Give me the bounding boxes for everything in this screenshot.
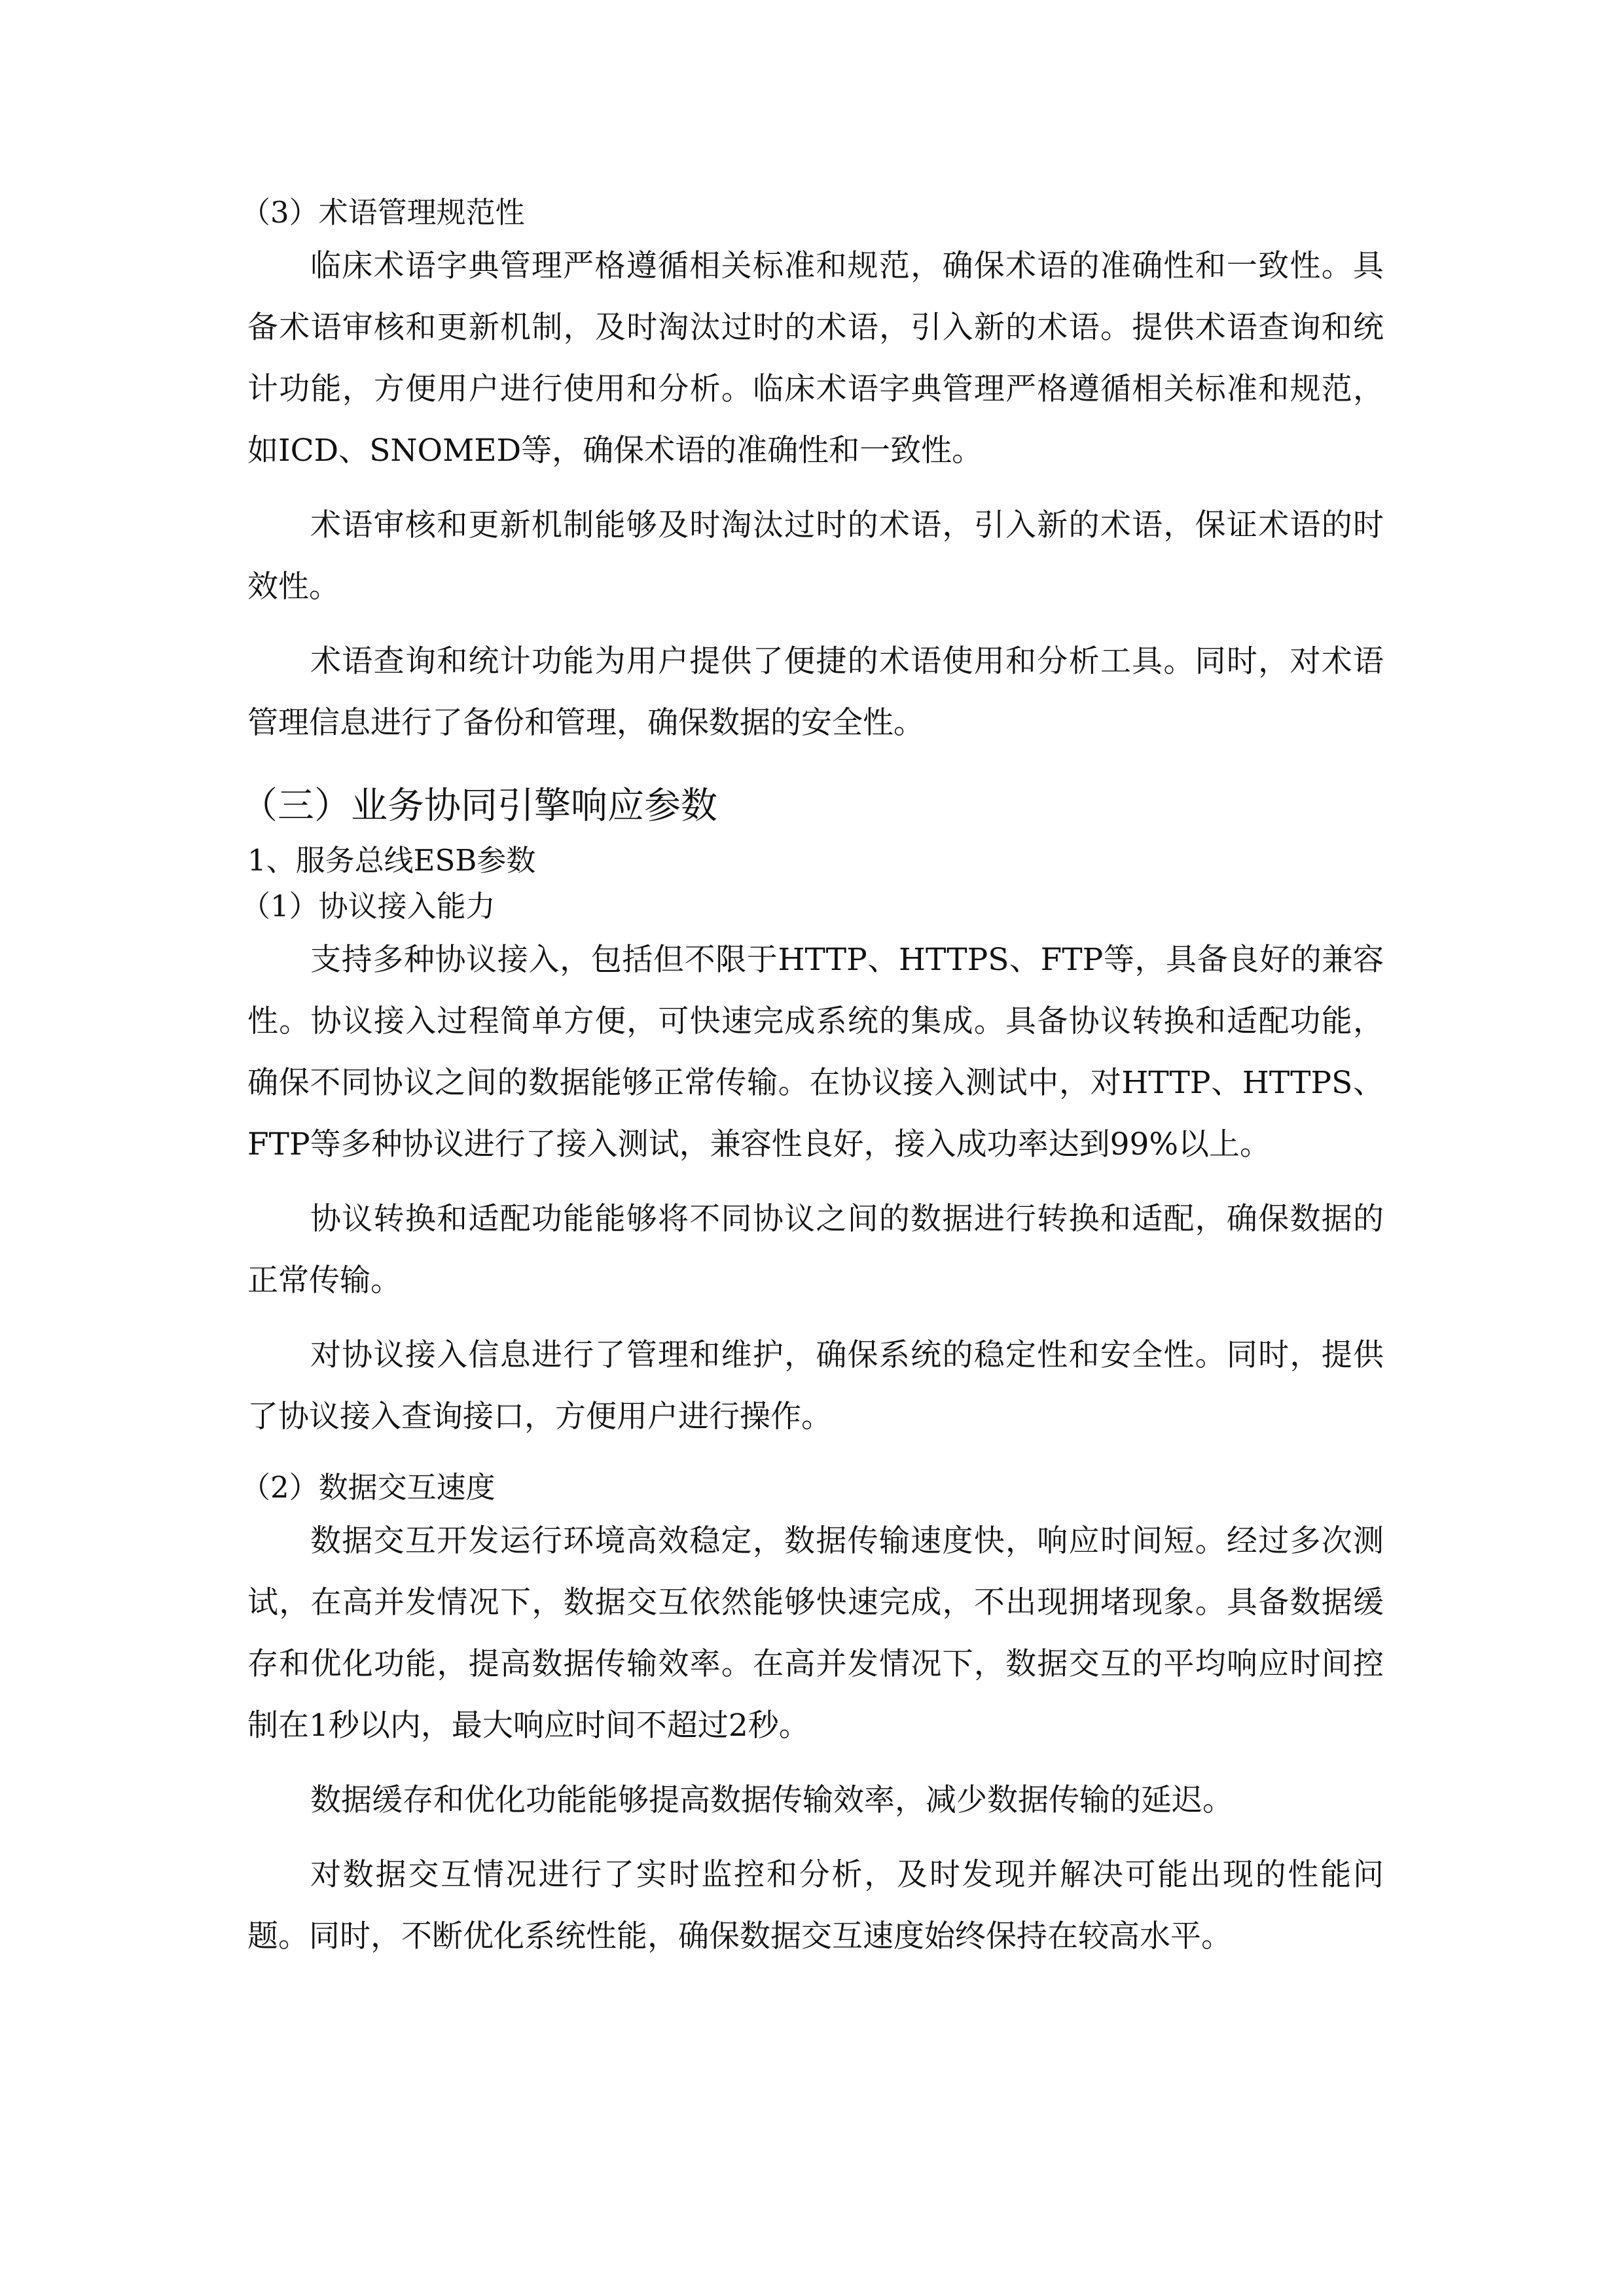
section-heading-engine-params: （三）业务协同引擎响应参数 bbox=[241, 785, 717, 827]
document-page bbox=[241, 190, 1384, 1967]
heading-esb-params: 1、服务总线ESB参数 bbox=[247, 843, 536, 878]
paragraph: 对数据交互情况进行了实时监控和分析，及时发现并解决可能出现的性能问题。同时，不断优化系统性能，确保数据交互速度始终保持在较高水平。 bbox=[247, 1857, 1384, 1954]
heading-terminology-standard: （3）术语管理规范性 bbox=[241, 195, 525, 230]
paragraph: 术语查询和统计功能为用户提供了便捷的术语使用和分析工具。同时，对术语管理信息进行了备份和管理，确保数据的安全性。 bbox=[247, 643, 1384, 741]
paragraph: 术语审核和更新机制能够及时淘汰过时的术语，引入新的术语，保证术语的时效性。 bbox=[247, 507, 1384, 605]
paragraph: 数据缓存和优化功能能够提高数据传输效率，减少数据传输的延迟。 bbox=[310, 1782, 1233, 1818]
heading-data-interaction-speed: （2）数据交互速度 bbox=[241, 1470, 496, 1505]
paragraph: 临床术语字典管理严格遵循相关标准和规范，确保术语的准确性和一致性。具备术语审核和更新机制，及时淘汰过时的术语，引入新的术语。提供术语查询和统计功能，方便用户进行使用和分析。临床术语字典管理严格遵循相关标准和规范，如ICD、SNOMED等，确保术语的准确性和一致性。 bbox=[247, 248, 1384, 469]
paragraph: 数据交互开发运行环境高效稳定，数据传输速度快，响应时间短。经过多次测试，在高并发情况下，数据交互依然能够快速完成，不出现拥堵现象。具备数据缓存和优化功能，提高数据传输效率。在高并发情况下，数据交互的平均响应时间控制在1秒以内，最大响应时间不超过2秒。 bbox=[247, 1523, 1384, 1744]
paragraph: 支持多种协议接入，包括但不限于HTTP、HTTPS、FTP等，具备良好的兼容性。协议接入过程简单方便，可快速完成系统的集成。具备协议转换和适配功能，确保不同协议之间的数据能够正常传输。在协议接入测试中，对HTTP、HTTPS、FTP等多种协议进行了接入测试，兼容性良好，接入成功率达到99%以上。 bbox=[247, 942, 1384, 1162]
heading-protocol-access: （1）协议接入能力 bbox=[241, 889, 496, 924]
paragraph: 对协议接入信息进行了管理和维护，确保系统的稳定性和安全性。同时，提供了协议接入查询接口，方便用户进行操作。 bbox=[247, 1337, 1384, 1435]
paragraph: 协议转换和适配功能能够将不同协议之间的数据进行转换和适配，确保数据的正常传输。 bbox=[247, 1201, 1384, 1299]
